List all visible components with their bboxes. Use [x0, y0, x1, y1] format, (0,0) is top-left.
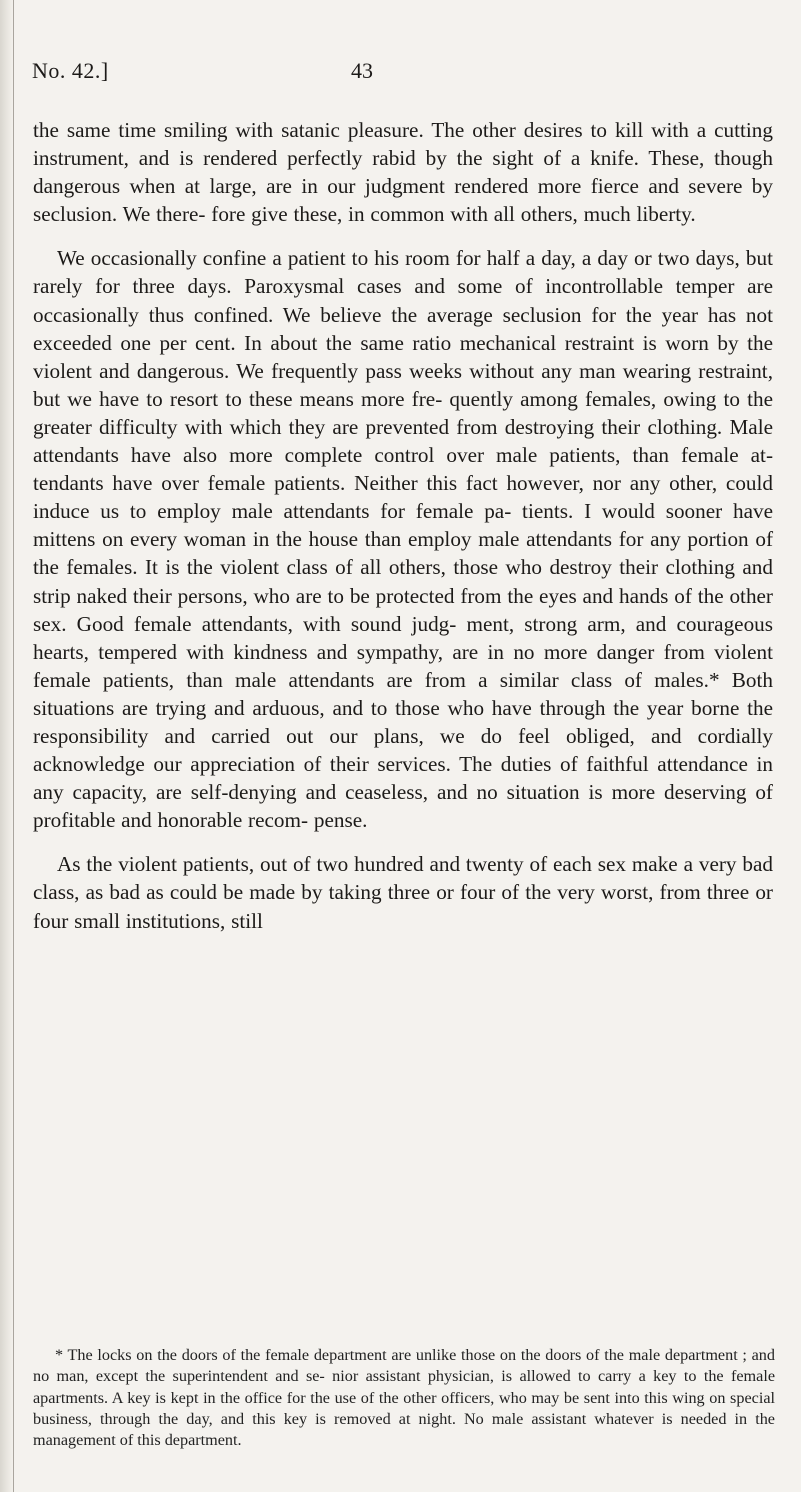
paragraph-violent-patients: As the violent patients, out of two hundred and twenty of each sex make a very bad class, as bad as could be made by taking three or four of the very worst, from three or four small institutions, still — [33, 852, 773, 933]
body-text — [33, 116, 773, 935]
issue-number: No. 42.] — [32, 58, 109, 83]
spine-edge — [13, 0, 14, 1492]
paragraph-continued: the same time smiling with satanic pleasure. The other desires to kill with a cutting instrument, and is rendered perfectly rabid by the sight of a knife. These, though dangerous when at large, are in our judgment rendered more fierce and severe by seclusion. We there- fore give these, in common with all others, much liberty. — [33, 118, 773, 227]
footnote: * The locks on the doors of the female department are unlike those on the doors of the male department ; and no man, except the superintendent and se- nior assistant physician, is allowed to carry a key to the female apartments. A key is kept in the office for the use of the other officers, who may be sent into this wing on special business, through the day, and this key is removed at night. No male assistant whatever is needed in the management of this department. — [33, 1346, 775, 1450]
spine-shadow — [0, 0, 14, 1492]
running-head — [0, 58, 801, 88]
paragraph-seclusion: We occasionally confine a patient to his room for half a day, a day or two days, but rarely for three days. Paroxysmal cases and some of incontrollable temper are occasionally thus confined. We believe the average seclusion for the year has not exceeded one per cent. In about the same ratio mechanical restraint is worn by the violent and dangerous. We frequently pass weeks without any man wearing restraint, but we have to resort to these means more fre- quently among females, owing to the greater difficulty with which they are prevented from destroying their clothing. Male attendants have also more complete control over male patients, than female at- tendants have over female patients. Neither this fact however, nor any other, could induce us to employ male attendants for female pa- tients. I would sooner have mittens on every woman in the house than employ male attendants for any portion of the females. It is the violent class of all others, those who destroy their clothing and strip naked their persons, who are to be protected from the eyes and hands of the other sex. Good female attendants, with sound judg- ment, strong arm, and courageous hearts, tempered with kindness and sympathy, are in no more danger from violent female patients, than male attendants are from a similar class of males.* Both situations are trying and arduous, and to those who have through the year borne the responsibility and carried out our plans, we do feel obliged, and cordially acknowledge our appreciation of their services. The duties of faithful attendance in any capacity, are self-denying and ceaseless, and no situation is more deserving of profitable and honorable recom- pense. — [33, 246, 773, 833]
page-number: 43 — [351, 58, 373, 83]
